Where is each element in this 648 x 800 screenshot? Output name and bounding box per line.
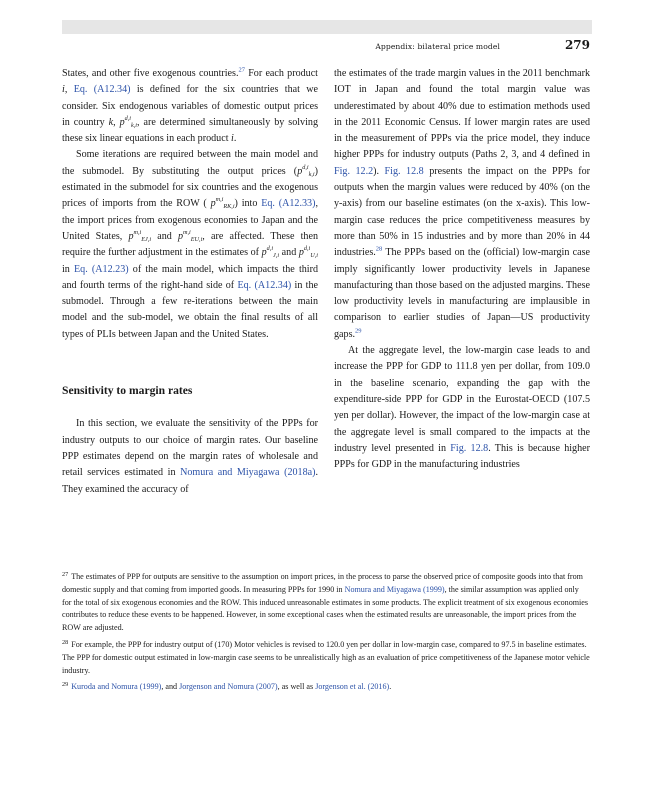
citation-link[interactable]: Jorgenson and Nomura (2007)	[179, 682, 278, 692]
figure-link[interactable]: Fig. 12.8	[450, 442, 489, 454]
running-head: Appendix: bilateral price model	[375, 42, 500, 51]
footnote: $^{29}$ Kuroda and Nomura (1999), and Jorgenson and Nomura (2007), as well as Jorgenson et al. (2016).	[62, 681, 392, 692]
section-heading: Sensitivity to margin rates	[62, 384, 193, 398]
footnote-ref-28[interactable]: 28	[375, 245, 383, 253]
math-var: $p^{m,i}_{RK,i}$	[210, 196, 235, 211]
page-number: 279	[564, 38, 590, 52]
footnote: $^{28}$ For example, the PPP for industry output of (170) Motor vehicles is revised to 120.0 yen per dollar in low-margin case, compared to 97.5 in baseline estimates. The PPP for domestic output estimated in low-margin case seems to be unrealistically high as an evaluation of price competitiveness of the Japanese motor vehicle industry.	[62, 638, 590, 675]
math-var: $p^{d,i}_{U,i}$	[298, 245, 318, 260]
citation-link[interactable]: Nomura and Miyagawa (1999)	[344, 584, 445, 594]
footnote-mark: 29	[62, 681, 69, 689]
header-rule-bar	[62, 20, 592, 34]
math-var: $p^{m,i}_{EU,i}$	[178, 228, 203, 243]
right-column	[334, 66, 590, 473]
math-var: $p^{d,i}_{k,i}$	[119, 114, 138, 129]
paragraph: At the aggregate level, the low-margin case leads to and increase the PPP for GDP to 111.8 yen per dollar, from 109.0 in the baseline scenario, expanding the gap with the expenditure-side PPP for GDP in the Eurostat-OECD (107.5 yen per dollar). However, the impact of the low-margin case at the aggregate level is small compared to the impacts at the industry level presented in Fig. 12.8. This is because higher PPPs for GDP in the manufacturing industries	[334, 345, 590, 471]
figure-link[interactable]: Fig. 12.8	[384, 165, 424, 177]
footnote-ref-27[interactable]: 27	[238, 66, 245, 74]
figure-link[interactable]: Fig. 12.2	[334, 165, 374, 177]
equation-link[interactable]: Eq. (A12.33)	[261, 198, 316, 210]
paragraph: the estimates of the trade margin values in the 2011 benchmark IOT in Japan and found the total margin value was underestimated by about 40% due to estimation methods used in the 2011 Economic Census. If lower margin rates are used in the measurement of PPPs via the price model, they induce higher PPPs for industry outputs (Paths 2, 3, and 4 defined in Fig. 12.2). Fig. 12.8 presents the impact on the PPPs for outputs when the margin values were reduced by 40% (on the y-axis) from our baseline estimates (on the x-axis). This low-margin case reduces the price competitiveness measures by more than 50% in 15 industries and by more than 20% in 44 industries.$^{28}$ The PPPs based on the (official) low-margin case imply significantly lower productivity levels in Japanese manufacturing than those based on the adjusted margins. These low productivity levels in manufacturing are implausible in comparison to earlier studies of Japan—US productivity gaps.$^{29}$	[334, 68, 590, 340]
footnotes	[62, 571, 590, 698]
math-var: $p^{d,i}_{J,i}$	[261, 245, 280, 260]
math-var: $p^{d,i}_{k,i}$	[297, 163, 315, 178]
page-header	[62, 38, 590, 54]
equation-link[interactable]: Eq. (A12.34)	[237, 279, 292, 291]
footnote: $^{27}$ The estimates of PPP for outputs are sensitive to the assumption on import prices, in the process to parse the observed price of composite goods into that from domestic supply and that coming from imported goods. In measuring PPPs for 1990 in Nomura and Miyagawa (1999), the similar assumption was applied only for the total of six exogenous economies and the ROW. This induced unreasonable estimates in some products. The explicit treatment of six exogenous economies contributes to reduce these events to be happened. However, in some exceptional cases when the estimated results are unreasonable, the import prices from the ROW are adjusted.	[62, 571, 589, 633]
footnote-mark: 28	[62, 638, 69, 646]
equation-link[interactable]: Eq. (A12.34)	[73, 84, 131, 96]
footnote-mark: 27	[62, 571, 69, 578]
paragraph: States, and other five exogenous countries.$^{27}$ For each product i, Eq. (A12.34) is defined for the six countries that we consider. Six endogenous variables of domestic output prices in country k, $p^{d,i}_{k,i}$, are determined simultaneously by solving these six linear equations in each product i.	[62, 66, 319, 145]
equation-link[interactable]: Eq. (A12.23)	[74, 263, 129, 275]
citation-link[interactable]: Nomura and Miyagawa (2018a)	[180, 467, 316, 479]
footnote-ref-29[interactable]: 29	[355, 327, 362, 335]
citation-link[interactable]: Kuroda and Nomura (1999)	[71, 682, 162, 692]
left-column	[62, 66, 318, 498]
paragraph: Some iterations are required between the main model and the submodel. By substituting the output prices $(p^{d,i}_{k,i})$ estimated in the submodel for six countries and the exogenous prices of imports from the ROW ( $p^{m,i}_{RK,i}$) into Eq. (A12.33), the import prices from exogenous economies to Japan and the United States, $p^{m,i}_{EJ,i}$ and $p^{m,i}_{EU,i}$, are affected. These then require the further adjustment in the estimates of $p^{d,i}_{J,i}$ and $p^{d,i}_{U,i}$ in Eq. (A12.23) of the main model, which impacts the third and fourth terms of the right-hand side of Eq. (A12.34) in the submodel. Through a few re-iterations between the main model and the sub-model, we obtain the final results of all types of PLIs between Japan and the United States.	[62, 149, 319, 340]
paragraph: In this section, we evaluate the sensitivity of the PPPs for industry outputs to our choice of margin rates. Our baseline PPP estimates depend on the margin rates of wholesale and retail services estimated in Nomura and Miyagawa (2018a). They examined the accuracy of	[62, 418, 318, 495]
citation-link[interactable]: Jorgenson et al. (2016)	[315, 682, 390, 692]
math-var: $p^{m,i}_{EJ,i}$	[128, 228, 152, 243]
